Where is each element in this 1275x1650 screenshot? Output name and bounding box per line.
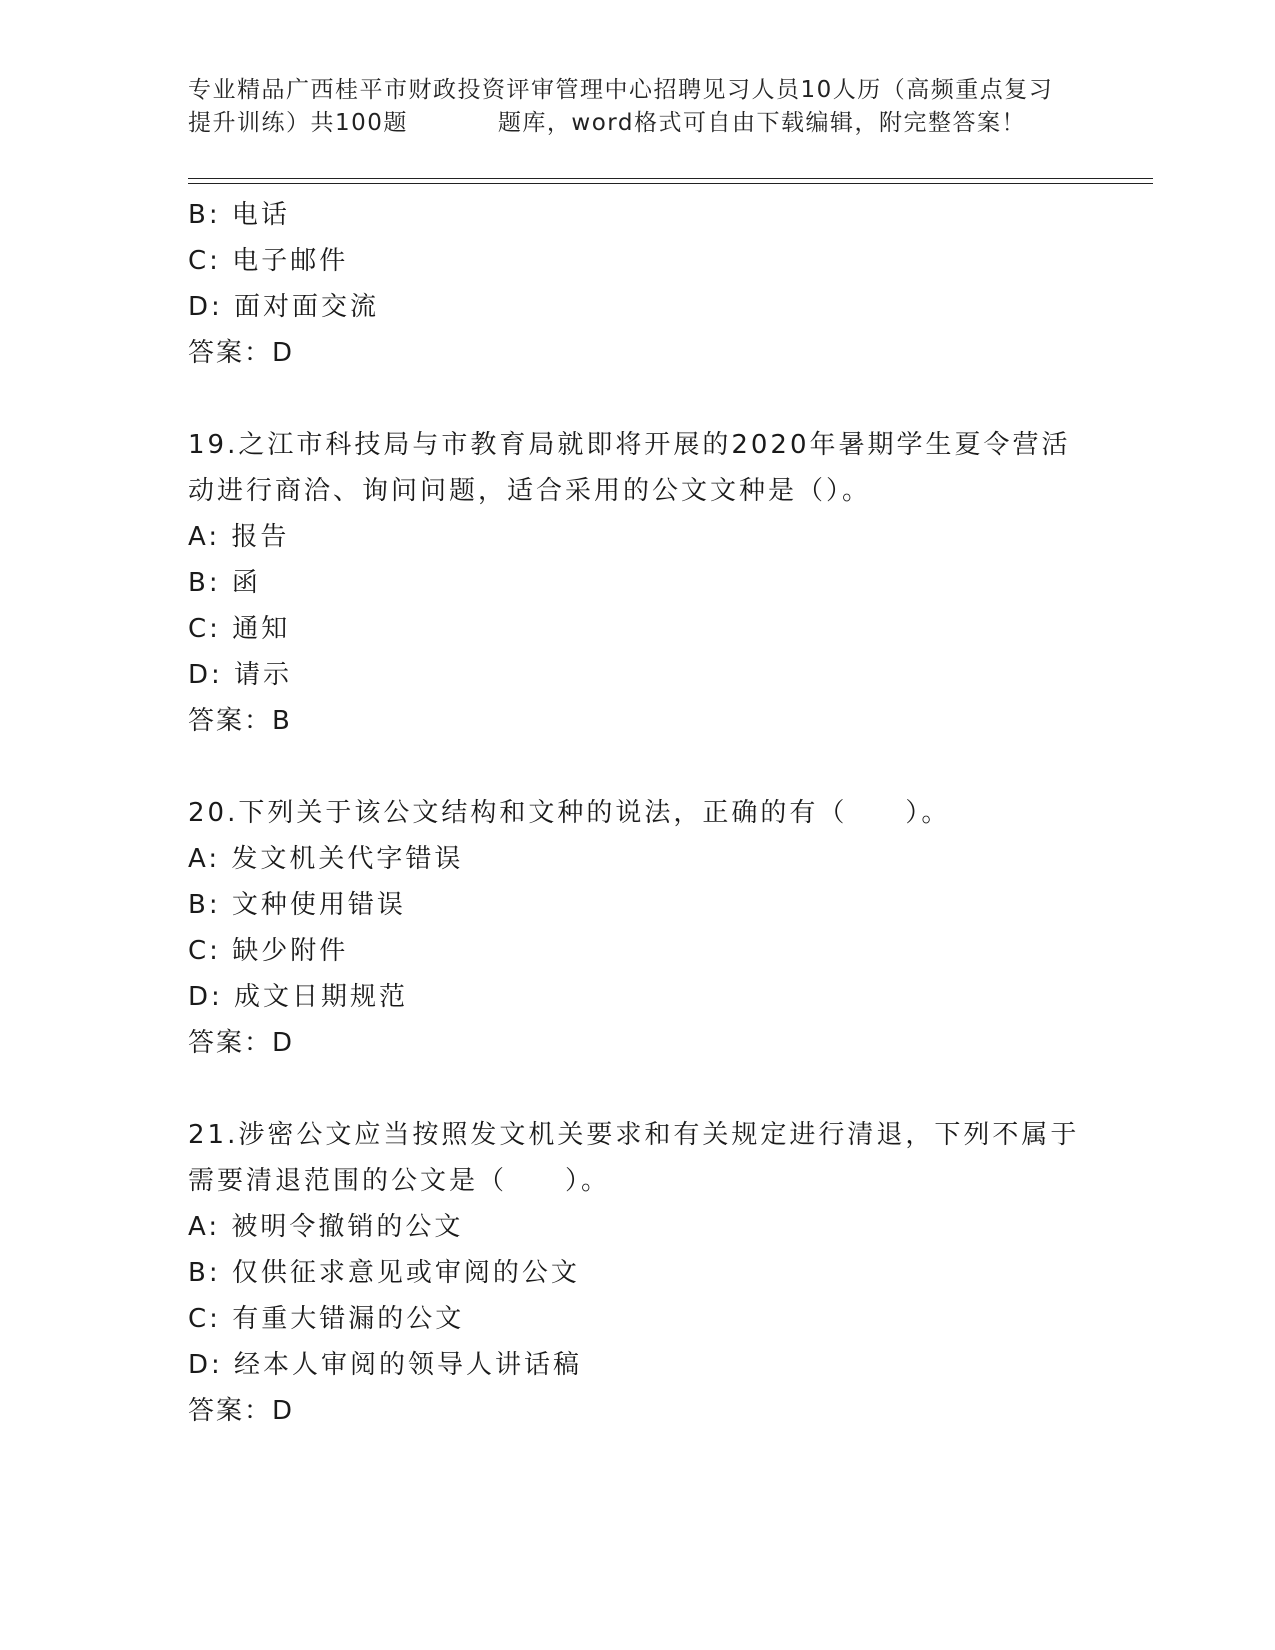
header-divider-top xyxy=(188,178,1153,179)
header-line-2-part-b: 题库，word格式可自由下载编辑，附完整答案！ xyxy=(497,110,1026,136)
option-b: B: 仅供征求意见或审阅的公文 xyxy=(188,1258,580,1288)
option-d: D: 面对面交流 xyxy=(188,292,380,322)
option-c: C: 电子邮件 xyxy=(188,246,349,276)
option-d: D: 经本人审阅的领导人讲话稿 xyxy=(188,1350,583,1380)
question-19 xyxy=(188,422,1088,744)
option-b: B: 文种使用错误 xyxy=(188,890,406,920)
option-b: B: 电话 xyxy=(188,200,290,230)
answer: 答案：D xyxy=(188,1396,295,1426)
document-header xyxy=(188,74,1088,140)
document-body xyxy=(188,192,1088,1434)
option-d: D: 请示 xyxy=(188,660,293,690)
header-line-2-part-a: 提升训练）共100题 xyxy=(188,110,408,136)
question-stem: 20.下列关于该公文结构和文种的说法，正确的有（ ）。 xyxy=(188,798,951,828)
option-c: C: 通知 xyxy=(188,614,291,644)
option-d: D: 成文日期规范 xyxy=(188,982,409,1012)
question-stem: 19.之江市科技局与市教育局就即将开展的2020年暑期学生夏令营活 动进行商洽、询问问题，适合采用的公文文种是（）。 xyxy=(188,430,1071,506)
header-divider-bottom xyxy=(188,183,1153,184)
option-c: C: 有重大错漏的公文 xyxy=(188,1304,465,1334)
question-20 xyxy=(188,790,1088,1066)
header-line-1: 专业精品广西桂平市财政投资评审管理中心招聘见习人员10人历（高频重点复习 xyxy=(188,77,1054,103)
answer: 答案：D xyxy=(188,338,295,368)
option-a: A: 发文机关代字错误 xyxy=(188,844,464,874)
answer: 答案：D xyxy=(188,1028,295,1058)
option-a: A: 被明令撤销的公文 xyxy=(188,1212,464,1242)
option-b: B: 函 xyxy=(188,568,261,598)
option-a: A: 报告 xyxy=(188,522,290,552)
answer: 答案：B xyxy=(188,706,292,736)
header-line-2 xyxy=(188,107,1088,140)
option-c: C: 缺少附件 xyxy=(188,936,349,966)
question-21 xyxy=(188,1112,1088,1434)
question-stem: 21.涉密公文应当按照发文机关要求和有关规定进行清退，下列不属于 需要清退范围的公文是（ ）。 xyxy=(188,1120,1080,1196)
question-partial xyxy=(188,192,1088,376)
